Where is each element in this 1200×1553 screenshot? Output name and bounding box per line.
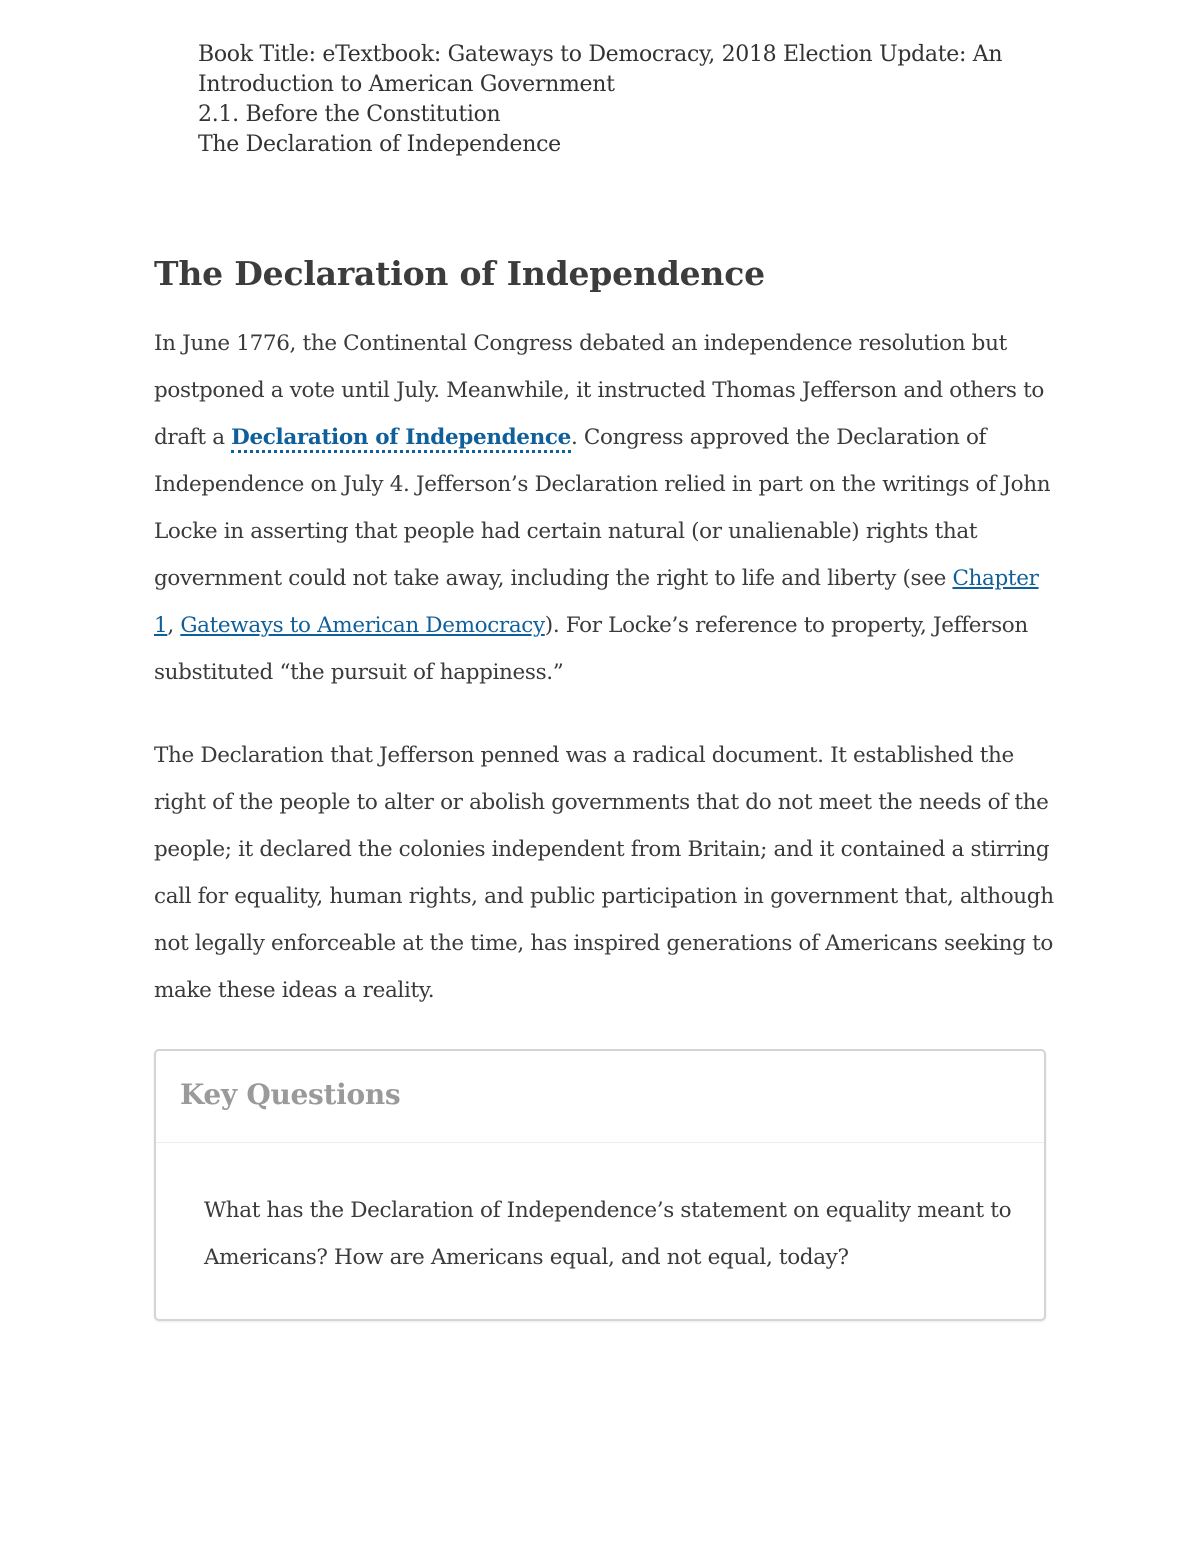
- key-question-text: What has the Declaration of Independence’s statement on equality meant to Americans? How are Americans equal, and not equal, today?: [204, 1198, 1012, 1270]
- key-questions-box: [154, 1049, 1046, 1321]
- key-questions-header: [156, 1051, 1044, 1143]
- chapter-1-link[interactable]: Chapter 1: [154, 566, 1039, 638]
- book-title-line-2: Introduction to American Government: [198, 72, 615, 97]
- glossary-link-declaration[interactable]: Declaration of Independence: [231, 425, 571, 453]
- gateways-democracy-link[interactable]: Gateways to American Democracy: [180, 613, 545, 638]
- article: [154, 250, 1054, 1050]
- book-title-line-1: Book Title: eTextbook: Gateways to Democracy, 2018 Election Update: An: [198, 42, 1003, 67]
- paragraph-1: [154, 320, 1054, 696]
- book-metadata: [198, 40, 1038, 160]
- section-label: 2.1. Before the Constitution: [198, 102, 501, 127]
- paragraph-1-text-c: ,: [167, 613, 181, 638]
- paragraph-1-text-b: . Congress approved the Declaration of Independence on July 4. Jefferson’s Declaration relied in part on the writings of John Locke in asserting that people had certain natural (or unalienable) rights that government could not take away, including the right to life and liberty (see: [154, 425, 1051, 591]
- key-questions-body: [156, 1143, 1044, 1281]
- paragraph-1-text-d: ). For Locke’s reference to property, Jefferson substituted “the pursuit of happiness.”: [154, 613, 1028, 685]
- page-title: The Declaration of Independence: [154, 254, 765, 293]
- key-questions-title: Key Questions: [180, 1078, 401, 1111]
- paragraph-2: The Declaration that Jefferson penned was a radical document. It established the right of the people to alter or abolish governments that do not meet the needs of the people; it declared the colonies independent from Britain; and it contained a stirring call for equality, human rights, and public participation in government that, although not legally enforceable at the time, has inspired generations of Americans seeking to make these ideas a reality.: [154, 743, 1054, 1003]
- subsection-label: The Declaration of Independence: [198, 132, 561, 157]
- paragraph-1-text-a: In June 1776, the Continental Congress debated an independence resolution but postponed a vote until July. Meanwhile, it instructed Thomas Jefferson and others to draft a: [154, 331, 1044, 450]
